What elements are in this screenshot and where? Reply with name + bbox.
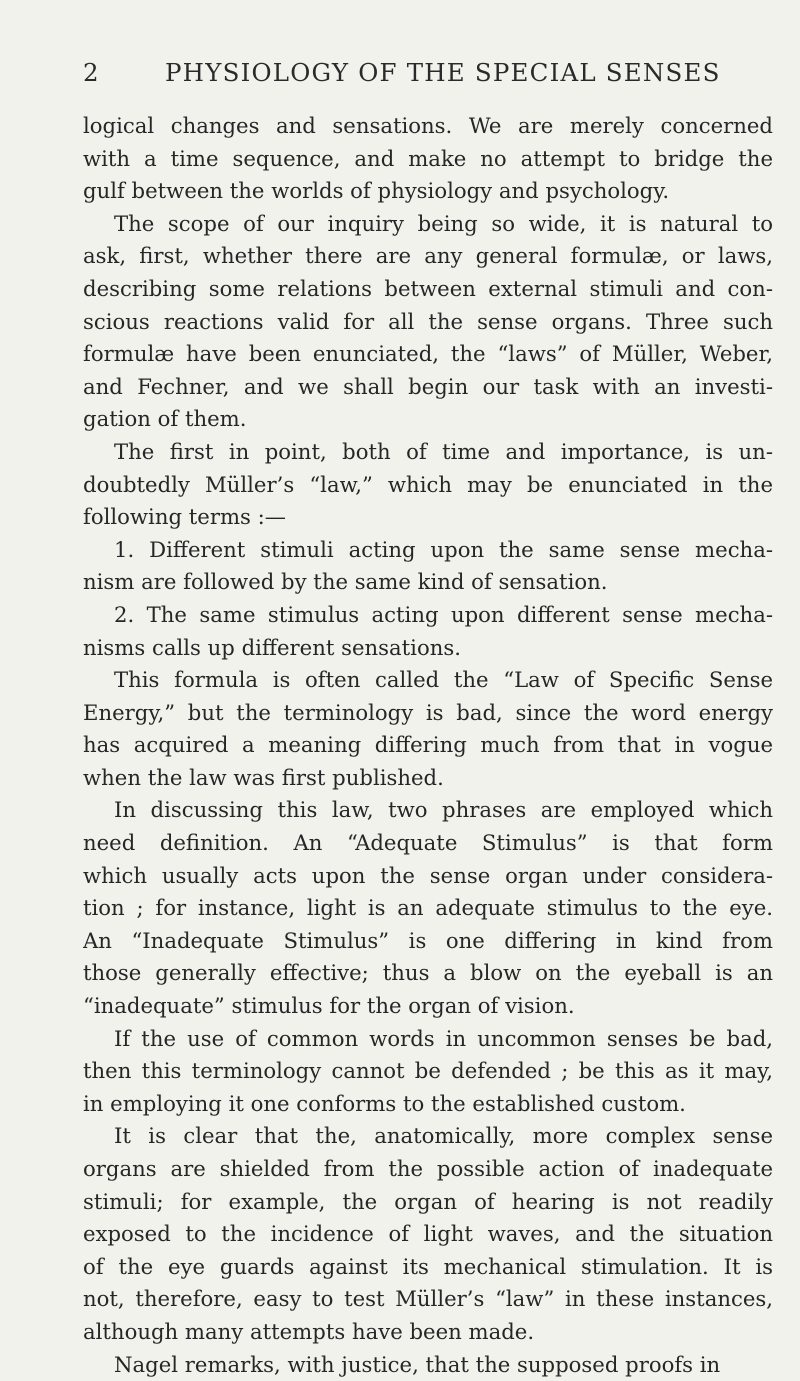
text-line: ask, first, whether there are any general formulæ, or laws, bbox=[83, 243, 773, 269]
text-line: in employing it one conforms to the established custom. bbox=[83, 1090, 686, 1116]
text-line: doubtedly Müller’s “law,” which may be enunciated in the bbox=[83, 471, 773, 497]
text-line: The first in point, both of time and importance, is un- bbox=[114, 438, 773, 464]
text-line: following terms :— bbox=[83, 504, 286, 530]
body-text bbox=[83, 110, 773, 1381]
running-title: PHYSIOLOGY OF THE SPECIAL SENSES bbox=[165, 58, 721, 87]
text-line: exposed to the incidence of light waves, and the situation bbox=[83, 1221, 773, 1247]
text-line: The scope of our inquiry being so wide, it is natural to bbox=[114, 210, 773, 236]
text-line: tion ; for instance, light is an adequate stimulus to the eye. bbox=[83, 895, 773, 921]
text-line: not, therefore, easy to test Müller’s “law” in these instances, bbox=[83, 1286, 773, 1312]
text-line: An “Inadequate Stimulus” is one differing in kind from bbox=[83, 927, 773, 953]
text-line: 2. The same stimulus acting upon different sense mecha- bbox=[114, 601, 773, 627]
text-line: This formula is often called the “Law of Specific Sense bbox=[114, 667, 773, 693]
text-line: In discussing this law, two phrases are employed which bbox=[114, 797, 773, 823]
text-line: has acquired a meaning differing much from that in vogue bbox=[83, 732, 773, 758]
text-line: when the law was first published. bbox=[83, 764, 444, 790]
text-line: although many attempts have been made. bbox=[83, 1318, 535, 1344]
text-line: those generally effective; thus a blow on the eyeball is an bbox=[83, 960, 773, 986]
text-line: describing some relations between external stimuli and con- bbox=[83, 275, 773, 301]
text-line: which usually acts upon the sense organ under considera- bbox=[83, 862, 773, 888]
text-line: Energy,” but the terminology is bad, since the word energy bbox=[83, 699, 773, 725]
text-line: logical changes and sensations. We are merely concerned bbox=[83, 113, 773, 138]
page-number: 2 bbox=[83, 58, 100, 87]
running-header bbox=[83, 58, 773, 104]
book-page bbox=[83, 58, 773, 1381]
text-line: of the eye guards against its mechanical stimulation. It is bbox=[83, 1253, 773, 1279]
text-line: If the use of common words in uncommon senses be bad, bbox=[114, 1025, 773, 1051]
text-line: It is clear that the, anatomically, more complex sense bbox=[114, 1123, 773, 1149]
text-line: nisms calls up different sensations. bbox=[83, 634, 461, 660]
text-line: organs are shielded from the possible action of inadequate bbox=[83, 1156, 773, 1181]
text-line: gation of them. bbox=[83, 406, 247, 432]
text-line: with a time sequence, and make no attempt to bridge the bbox=[83, 145, 773, 171]
text-line: 1. Different stimuli acting upon the same sense mecha- bbox=[114, 536, 773, 562]
text-line: “inadequate” stimulus for the organ of vision. bbox=[83, 993, 575, 1019]
text-line: then this terminology cannot be defended ; be this as it may, bbox=[83, 1058, 773, 1084]
text-line: stimuli; for example, the organ of hearing is not readily bbox=[83, 1188, 773, 1214]
text-line: and Fechner, and we shall begin our task with an investi- bbox=[83, 373, 773, 399]
text-line: Nagel remarks, with justice, that the supposed proofs in bbox=[114, 1351, 721, 1377]
text-line: nism are followed by the same kind of sensation. bbox=[83, 569, 608, 595]
text-line: formulæ have been enunciated, the “laws” of Müller, Weber, bbox=[83, 341, 773, 367]
text-line: need definition. An “Adequate Stimulus” is that form bbox=[83, 830, 773, 856]
text-line: scious reactions valid for all the sense organs. Three such bbox=[83, 308, 773, 334]
text-line: gulf between the worlds of physiology and psychology. bbox=[83, 178, 670, 204]
